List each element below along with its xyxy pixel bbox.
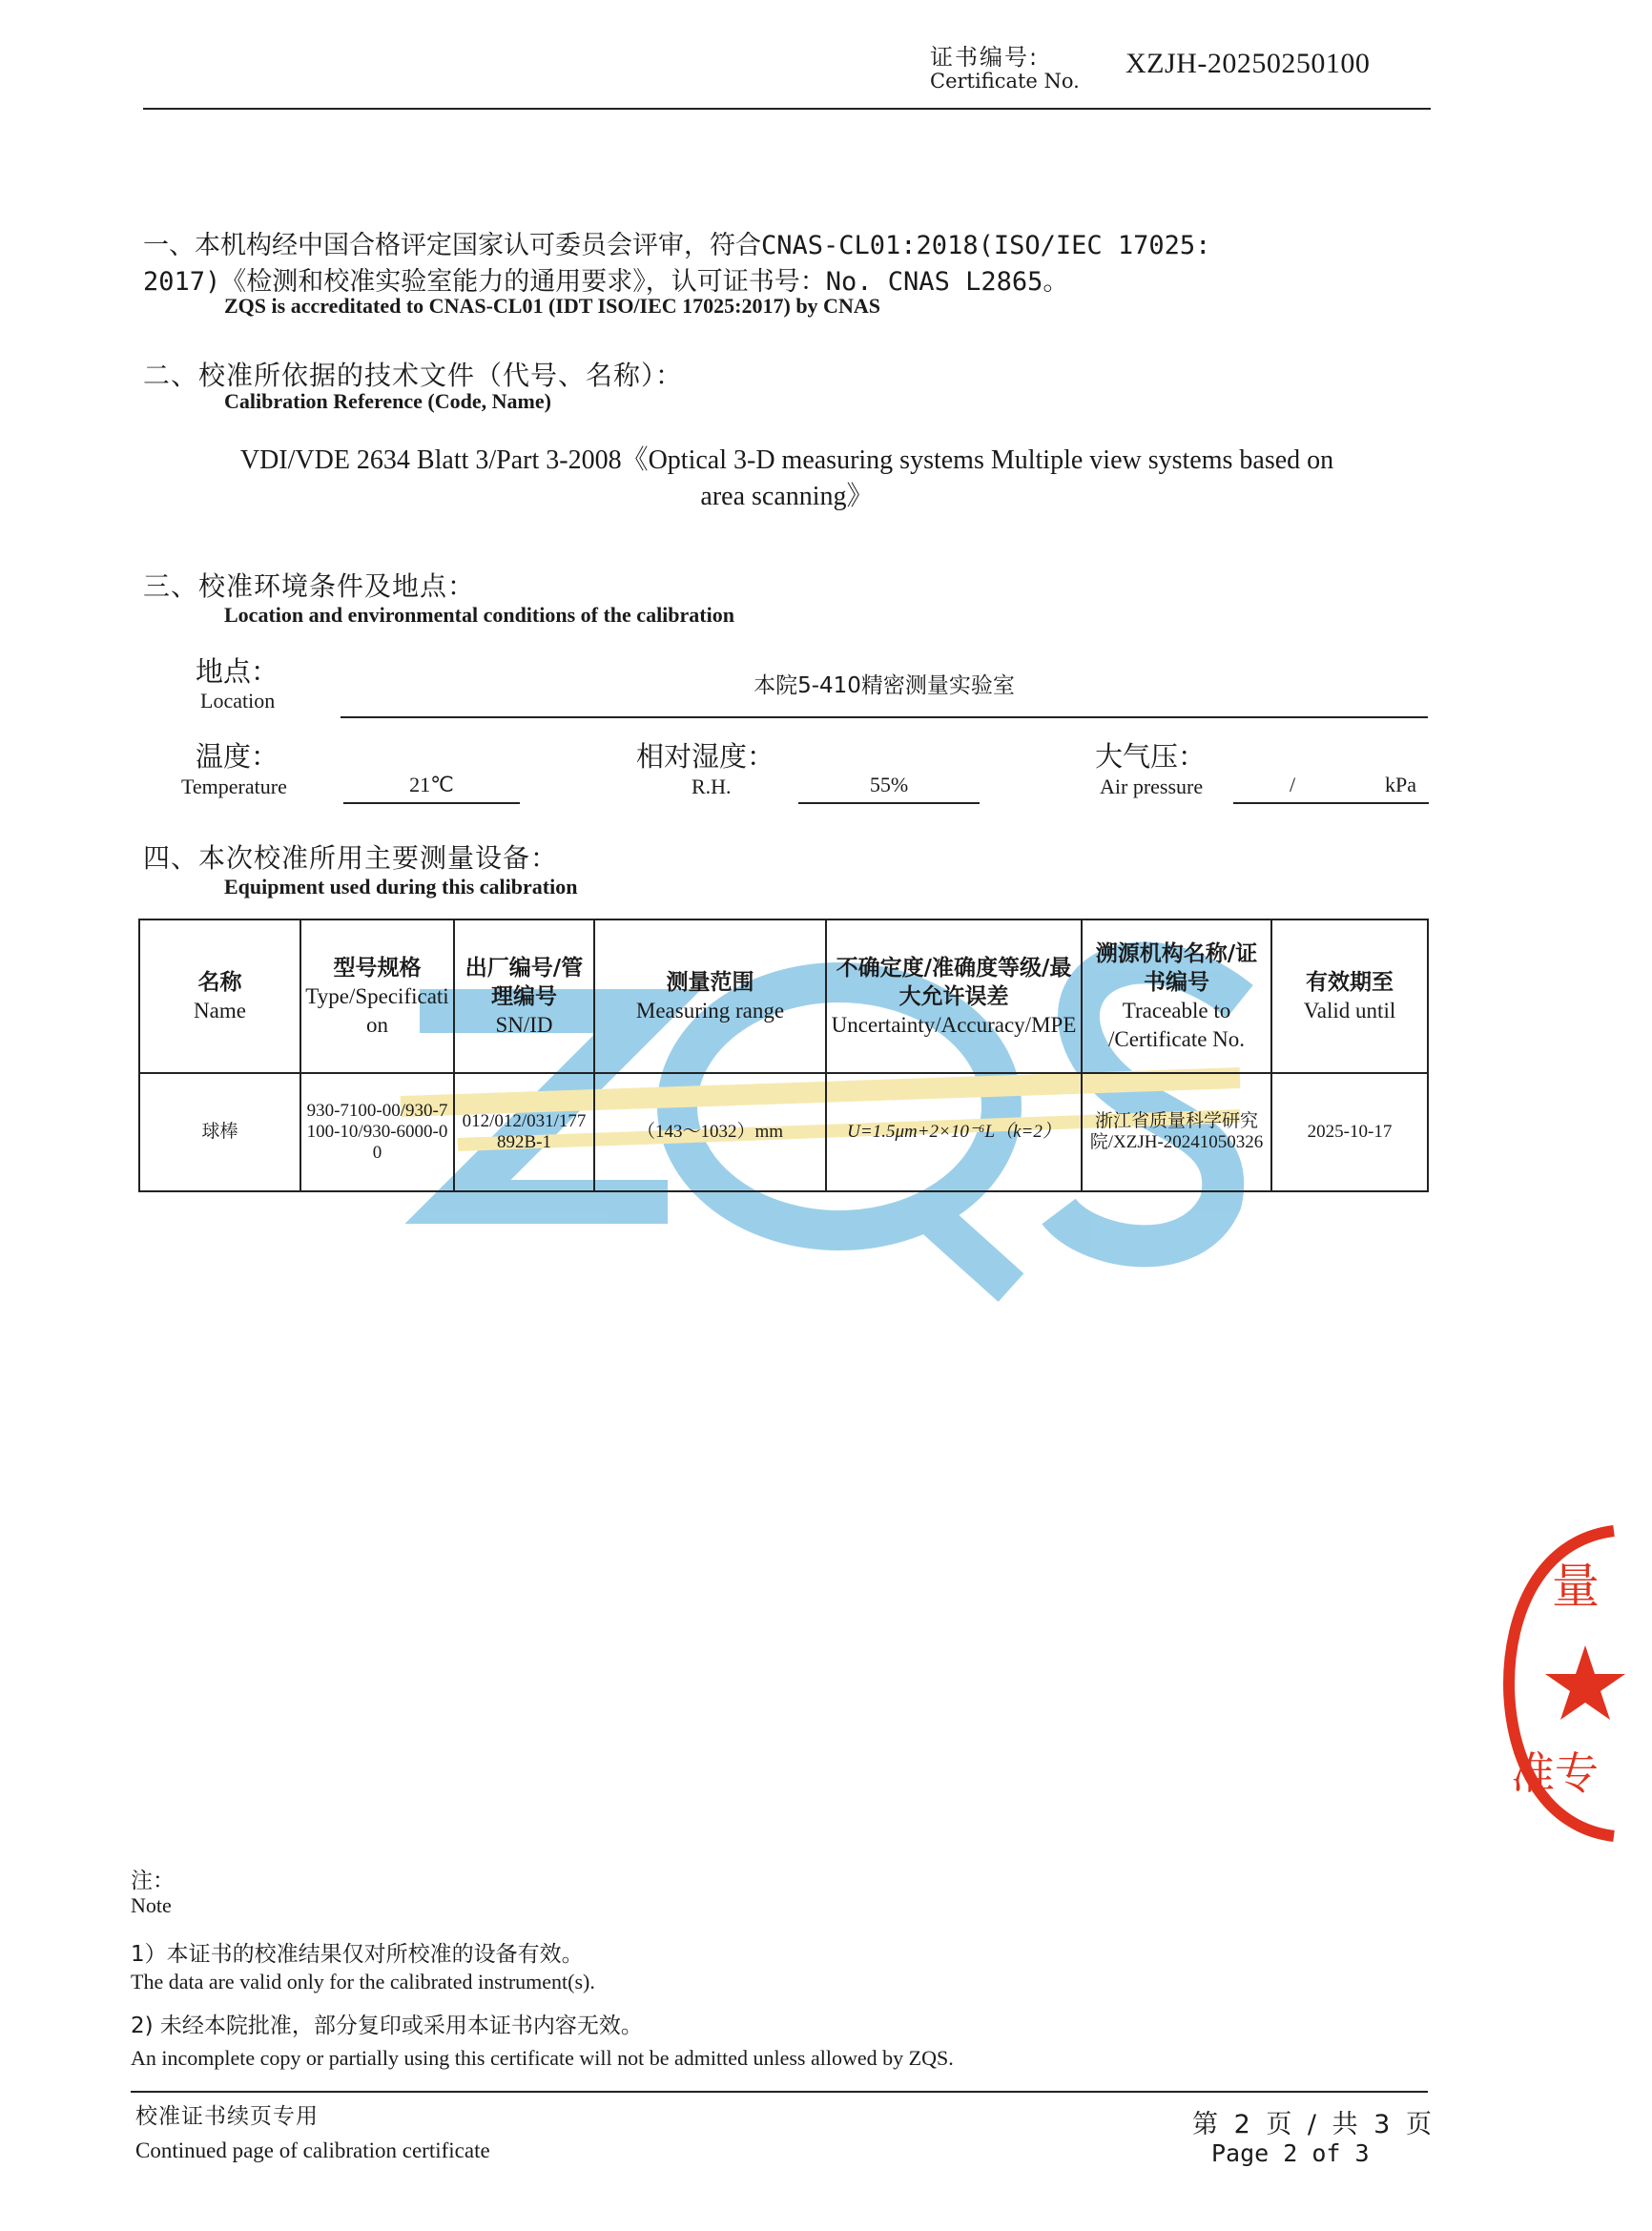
equipment-table bbox=[138, 919, 1429, 1192]
note-label-en: Note bbox=[131, 1893, 172, 1917]
environment-title: 三、校准环境条件及地点： bbox=[143, 570, 476, 602]
environment-title-en: Location and environmental conditions of the calibration bbox=[224, 603, 734, 627]
air-pressure-label: 大气压： bbox=[1095, 740, 1207, 773]
certificate-label-cn: 证书编号: bbox=[930, 44, 1040, 71]
svg-text:量: 量 bbox=[1552, 1559, 1600, 1614]
header-name: 名称 Name bbox=[139, 919, 300, 1073]
note-2-en: An incomplete copy or partially using this certificate will not be admitted unless allowed by ZQS. bbox=[131, 2046, 954, 2070]
page-number-en: Page 2 of 3 bbox=[1211, 2139, 1370, 2167]
note-2: 2) 未经本院批准，部分复印或采用本证书内容无效。 bbox=[131, 2014, 643, 2038]
air-pressure-underline bbox=[1233, 802, 1429, 804]
footer-left-en: Continued page of calibration certificate bbox=[135, 2138, 490, 2162]
header-uncertainty: 不确定度/准确度等级/最大允许误差 Uncertainty/Accuracy/MPE bbox=[826, 919, 1082, 1073]
accreditation-en: ZQS is accreditated to CNAS-CL01 (IDT ISO/IEC 17025:2017) by CNAS bbox=[224, 294, 880, 318]
location-label: 地点： bbox=[196, 655, 279, 688]
location-value: 本院5-410精密测量实验室 bbox=[754, 673, 1015, 698]
certificate-label-en: Certificate No. bbox=[930, 70, 1080, 93]
humidity-underline bbox=[798, 802, 980, 804]
table-header-row bbox=[139, 919, 1428, 1073]
accreditation-line-1: 一、本机构经中国合格评定国家认可委员会评审，符合CNAS-CL01:2018(ISO/IEC 17025: bbox=[143, 231, 1211, 260]
svg-text:准专: 准专 bbox=[1511, 1747, 1599, 1799]
air-pressure-unit: kPa bbox=[1385, 773, 1416, 796]
calibration-reference-title: 二、校准所依据的技术文件（代号、名称）： bbox=[143, 360, 684, 391]
cell-name: 球棒 bbox=[139, 1073, 300, 1191]
cell-type: 930-7100-00/930-7100-10/930-6000-00 bbox=[300, 1073, 454, 1191]
header-range: 测量范围 Measuring range bbox=[594, 919, 826, 1073]
footer-left-cn: 校准证书续页专用 bbox=[135, 2104, 319, 2129]
equipment-title-en: Equipment used during this calibration bbox=[224, 875, 578, 899]
cell-traceable: 浙江省质量科学研究院/XZJH-20241050326 bbox=[1082, 1073, 1271, 1191]
humidity-value: 55% bbox=[869, 773, 909, 796]
calibration-reference-line-2: area scanning》 bbox=[700, 482, 874, 511]
official-seal bbox=[1499, 1502, 1652, 1865]
cell-sn: 012/012/031/177892B-1 bbox=[454, 1073, 594, 1191]
equipment-title: 四、本次校准所用主要测量设备： bbox=[143, 842, 559, 874]
header-sn: 出厂编号/管理编号 SN/ID bbox=[454, 919, 594, 1073]
air-pressure-value: / bbox=[1289, 773, 1296, 796]
temperature-underline bbox=[343, 802, 520, 804]
calibration-reference-line-1: VDI/VDE 2634 Blatt 3/Part 3-2008《Optical 3-D measuring systems Multiple view systems based on bbox=[239, 445, 1334, 475]
certificate-number: XZJH-20250250100 bbox=[1125, 48, 1371, 79]
cell-valid-until: 2025-10-17 bbox=[1271, 1073, 1428, 1191]
cell-uncertainty: U=1.5μm+2×10⁻⁶L（k=2） bbox=[826, 1073, 1082, 1191]
calibration-reference-title-en: Calibration Reference (Code, Name) bbox=[224, 389, 551, 413]
temperature-label-en: Temperature bbox=[181, 775, 287, 798]
footer-rule bbox=[131, 2091, 1428, 2093]
air-pressure-label-en: Air pressure bbox=[1100, 775, 1204, 798]
note-label: 注： bbox=[131, 1869, 175, 1893]
temperature-value: 21℃ bbox=[409, 773, 454, 796]
humidity-label: 相对湿度： bbox=[636, 740, 775, 773]
header-valid-until: 有效期至 Valid until bbox=[1271, 919, 1428, 1073]
note-1-en: The data are valid only for the calibrated instrument(s). bbox=[131, 1970, 595, 1993]
header-type: 型号规格 Type/Specification bbox=[300, 919, 454, 1073]
header-rule bbox=[143, 108, 1431, 110]
location-label-en: Location bbox=[200, 689, 276, 713]
accreditation-line-2: 2017)《检测和校准实验室能力的通用要求》，认可证书号：No. CNAS L2865。 bbox=[143, 267, 1069, 297]
header-traceable: 溯源机构名称/证书编号 Traceable to /Certificate No. bbox=[1082, 919, 1271, 1073]
note-1: 1）本证书的校准结果仅对所校准的设备有效。 bbox=[131, 1942, 584, 1967]
humidity-label-en: R.H. bbox=[692, 775, 732, 798]
temperature-label: 温度： bbox=[196, 740, 279, 773]
table-row bbox=[139, 1073, 1428, 1191]
location-underline bbox=[341, 716, 1428, 718]
cell-range: （143～1032）mm bbox=[594, 1073, 826, 1191]
page-number-cn: 第 2 页 / 共 3 页 bbox=[1192, 2110, 1435, 2139]
